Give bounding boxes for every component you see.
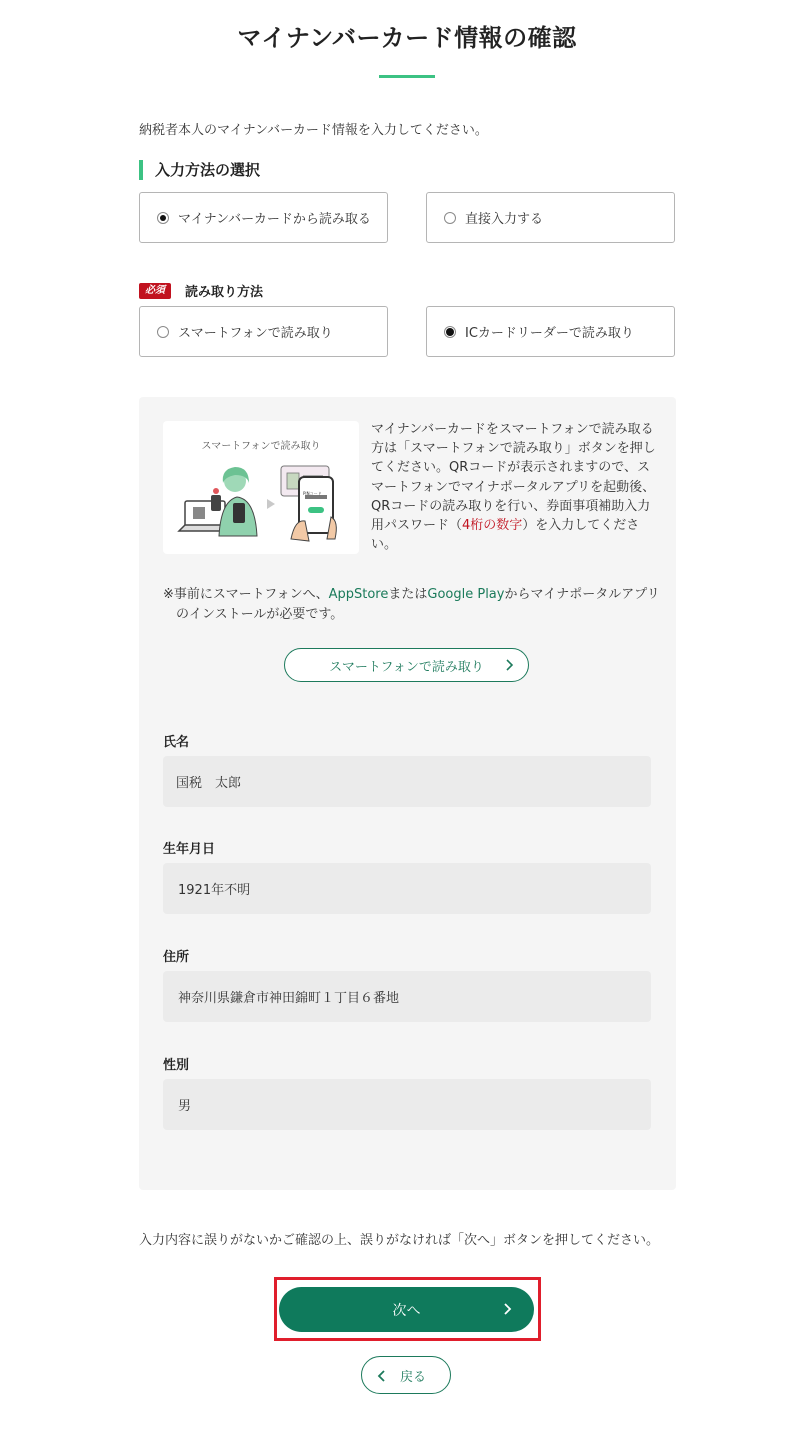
title-underline [379,75,435,78]
radio-unselected-icon[interactable] [157,326,169,338]
pin-digits-highlight: 4桁の数字 [462,518,523,534]
read-method-label: 読み取り方法 [185,285,264,300]
illustration-caption: スマートフォンで読み取り [201,441,321,452]
option-label: マイナンバーカードから読み取る [178,212,371,227]
smartphone-read-illustration [163,421,359,554]
smartphone-instructions [371,420,661,554]
appstore-link[interactable]: AppStore [328,587,389,602]
address-label: 住所 [163,950,190,965]
gender-label: 性別 [163,1058,190,1073]
note-mid: または [388,587,428,602]
confirm-instruction: 入力内容に誤りがないかご確認の上、誤りがなければ「次へ」ボタンを押してください。 [139,1233,660,1248]
next-button[interactable] [279,1287,534,1332]
birthdate-label: 生年月日 [163,842,216,857]
option-direct-input[interactable] [426,192,675,243]
option-smartphone-read[interactable] [139,306,388,357]
note-suffix: からマイナポータルアプリ [504,587,660,602]
instructions-text: マイナンバーカードをスマートフォンで読み取る方は「スマートフォンで読み取り」ボタンを押してください。QRコードが表示されますので、スマートフォンでマイナポータルアプリを起動後、QRコードの読み取りを行い、券面事項補助入力用パスワード（ [371,422,656,534]
section-heading-input-method: 入力方法の選択 [139,160,260,180]
option-label: ICカードリーダーで読み取り [465,326,634,341]
name-label: 氏名 [163,735,190,750]
radio-unselected-icon[interactable] [444,212,456,224]
radio-selected-icon[interactable] [157,212,169,224]
instructions-text-end: ）を入力してください。 [371,518,640,553]
smartphone-read-button[interactable] [284,648,529,682]
chevron-right-icon [500,1302,514,1316]
chevron-left-icon [375,1369,389,1383]
option-label: スマートフォンで読み取り [178,326,333,341]
note-prefix: ※事前にスマートフォンへ、 [163,587,329,602]
birthdate-field: 1921年不明 [163,863,651,914]
intro-text: 納税者本人のマイナンバーカード情報を入力してください。 [139,123,488,138]
page-title: マイナンバーカード情報の確認 [237,24,577,52]
required-badge: 必須 [139,283,171,299]
option-label: 直接入力する [465,212,544,227]
app-install-note [163,585,663,624]
note-line2: のインストールが必要です。 [176,606,344,622]
person-phone-icon [163,421,359,554]
address-field: 神奈川県鎌倉市神田錦町１丁目６番地 [163,971,651,1022]
illustration-badge: PINコード [303,491,322,496]
back-button-label: 戻る [399,1369,426,1385]
gender-field: 男 [163,1079,651,1130]
next-button-label: 次へ [392,1302,421,1319]
option-read-from-card[interactable] [139,192,388,243]
back-button[interactable] [361,1356,451,1394]
radio-selected-icon[interactable] [444,326,456,338]
chevron-right-icon [502,658,516,672]
name-field: 国税 太郎 [163,756,651,807]
option-ic-card-reader[interactable] [426,306,675,357]
button-label: スマートフォンで読み取り [329,659,484,675]
googleplay-link[interactable]: Google Play [427,587,505,602]
